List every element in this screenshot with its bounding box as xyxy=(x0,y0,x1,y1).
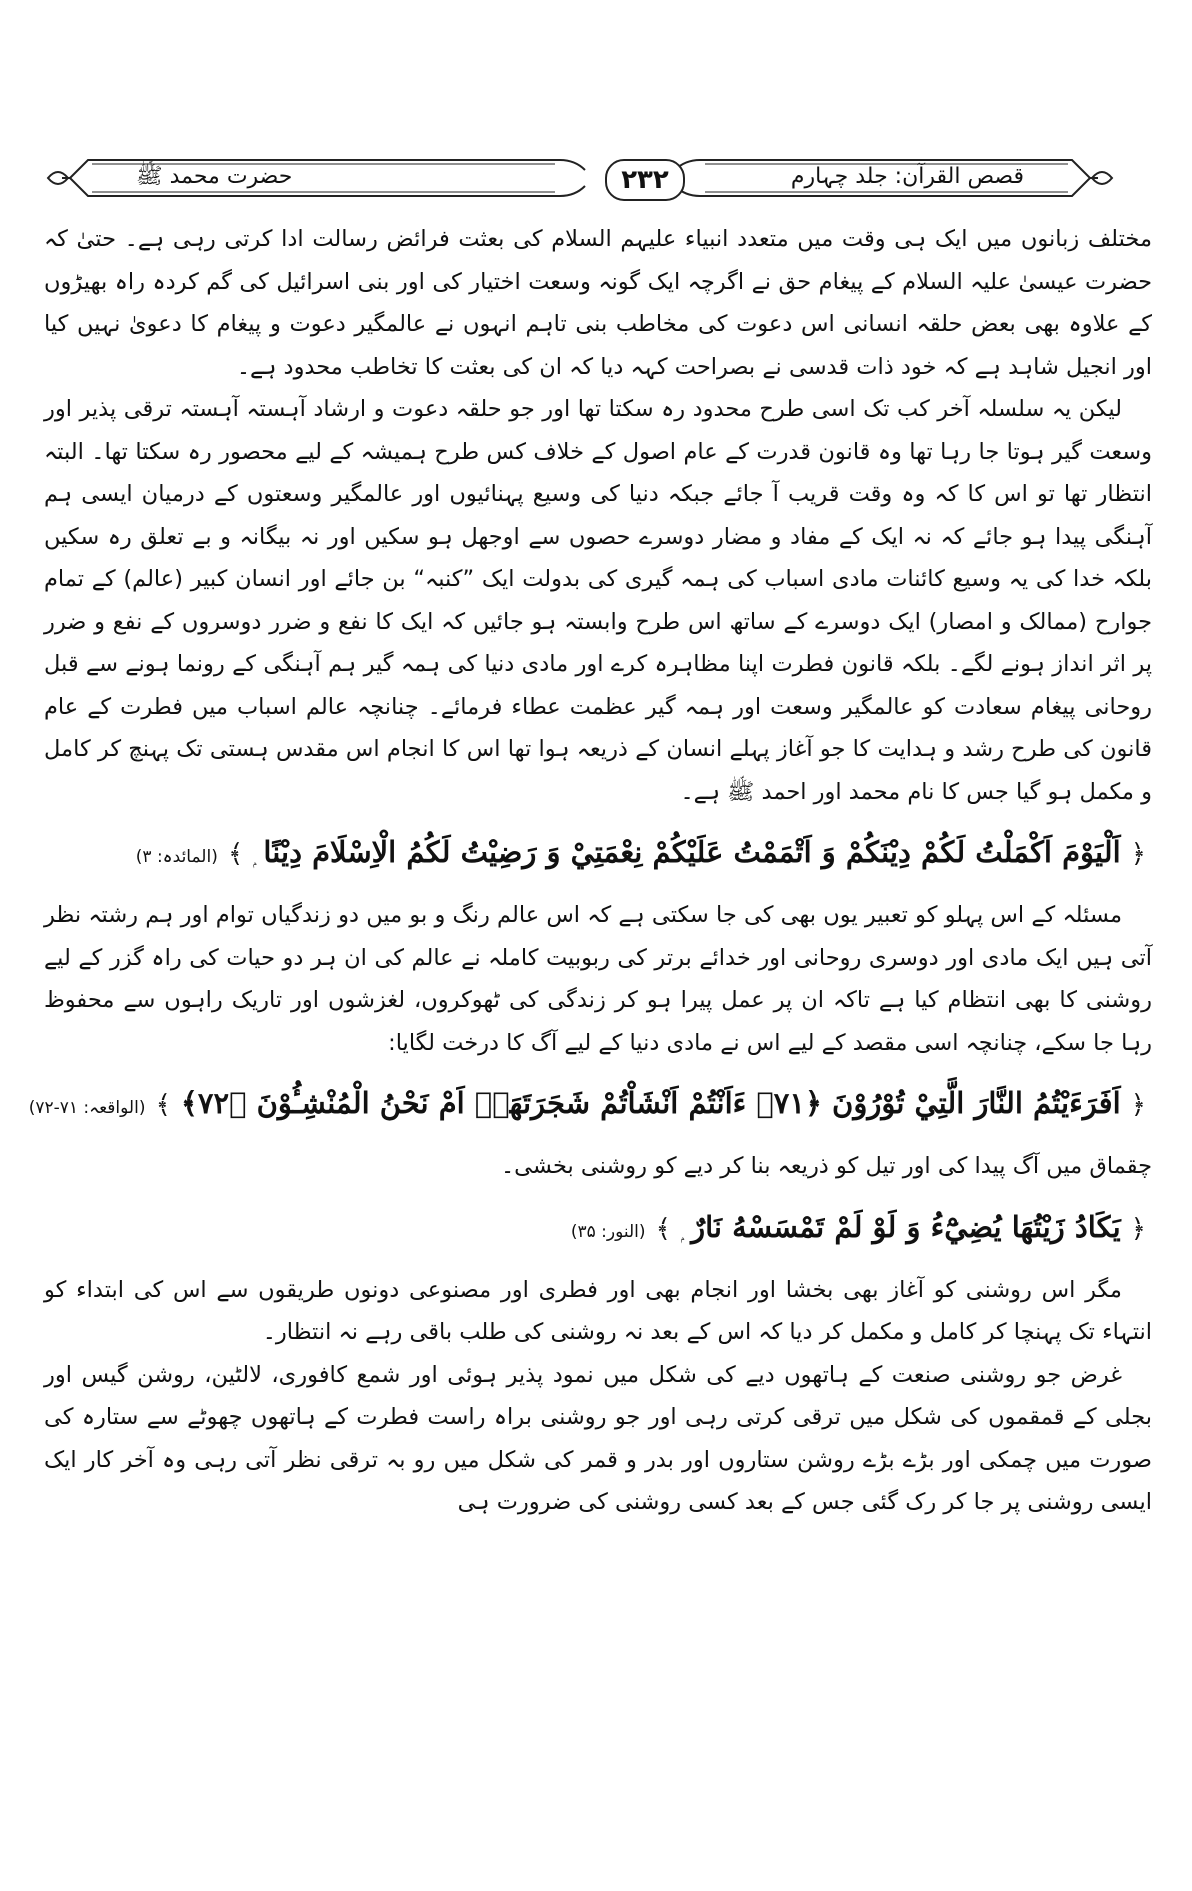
paragraph-2: لیکن یہ سلسلہ آخر کب تک اسی طرح محدود رہ سکتا تھا اور جو حلقہ دعوت و ارشاد آہستہ آہستہ ترقی پذیر اور وسعت گیر ہوتا جا رہا تھا وہ قانون قدرت کے عام اصول کے خلاف کس طرح ہمیشہ کے لیے محصور رہ سکتا تھا۔ البتہ انتظار تھا تو اس کا کہ وہ وقت قریب آ جائے جبکہ دنیا کی وسیع پہنائیوں اور عالمگیر وسعتوں کے درمیان ایسی ہم آہنگی پیدا ہو جائے کہ نہ ایک کے مفاد و مضار دوسرے حصوں سے اوجھل ہو سکیں اور نہ بیگانہ و بے تعلق رہ سکیں بلکہ خدا کی یہ وسیع کائنات مادی اسباب کی ہمہ گیری کی بدولت ایک ”کنبہ“ بن جائے اور انسان کبیر (عالم) کے تمام جوارح (ممالک و امصار) ایک دوسرے کے ساتھ اس طرح وابستہ ہو جائیں کہ ایک کا نفع و ضرر دوسروں کے نفع و ضرر پر اثر انداز ہونے لگے۔ بلکہ قانون فطرت اپنا مظاہرہ کرے اور مادی دنیا کی ہمہ گیر ہم آہنگی کے رونما ہونے سے قبل روحانی پیغام سعادت کو عالمگیر وسعت اور ہمہ گیر عظمت عطاء فرمائے۔ چنانچہ عالم اسباب میں فطرت کے عام قانون کی طرح رشد و ہدایت کا جو آغاز پہلے انسان کے ذریعہ ہوا تھا اس کا انجام اس مقدس ہستی تک پہنچ کر کامل و مکمل ہو گیا جس کا نام محمد اور احمد ﷺ ہے۔ xyxy=(44,396,1152,805)
verse-close-bracket: ﴾ xyxy=(155,1090,171,1120)
verse-open-bracket: ﴿ xyxy=(1130,1090,1146,1120)
paragraph-6: غرض جو روشنی صنعت کے ہاتھوں دیے کی شکل میں نمود پذیر ہوئی اور شمع کافوری، لالٹین، روشن گیس اور بجلی کے قمقموں کی شکل میں ترقی کرتی رہی اور جو روشنی براہ راست فطرت کے ہاتھوں چھوٹے سے ستارہ کی صورت میں چمکی اور بڑے بڑے روشن ستاروں اور بدر و قمر کی شکل میں رو بہ ترقی نظر آتی رہی وہ آخر کار ایک ایسی روشنی پر جا کر رک گئی جس کے بعد کسی روشنی کی ضرورت ہی xyxy=(44,1361,1152,1515)
verse-open-bracket: ﴿ xyxy=(1130,1213,1146,1244)
verse-2 xyxy=(28,1070,1152,1141)
verse-reference: (المائدہ: ۳) xyxy=(135,847,218,867)
paragraph-5: مگر اس روشنی کو آغاز بھی بخشا اور انجام بھی اور فطری اور مصنوعی دونوں طریقوں سے اس کی ابتداء کو انتہاء تک پہنچا کر کامل و مکمل کر دیا کہ اس کے بعد نہ روشنی کی طلب باقی رہے نہ انتظار۔ xyxy=(44,1276,1152,1345)
verse-1 xyxy=(44,819,1152,890)
verse-text: يَكَادُ زَيْتُهَا يُضِيْٓءُ وَ لَوْ لَمْ تَمْسَسْهُ نَارٌ xyxy=(691,1209,1121,1244)
book-title: قصص القرآن: جلد چہارم xyxy=(790,164,1024,189)
verse-text: اَلْيَوْمَ اَكْمَلْتُ لَكُمْ دِيْنَكُمْ وَ اَتْمَمْتُ عَلَيْكُمْ نِعْمَتِيْ وَ رَضِيْتُ لَكُمُ الْاِسْلَامَ دِيْنًا xyxy=(263,835,1121,869)
paragraph-3: مسئلہ کے اس پہلو کو تعبیر یوں بھی کی جا سکتی ہے کہ اس عالم رنگ و بو میں دو زندگیاں توام اور ہم رشتہ نظر آتی ہیں ایک مادی اور دوسری روحانی اور خدائے برتر کی ربوبیت کاملہ نے عالم کی ان ہر دو حیات کی راہ گزر کے لیے روشنی کا بھی انتظام کیا ہے تاکہ ان پر عمل پیرا ہو کر زندگی کی ٹھوکروں، لغزشوں اور تاریک راہوں سے محفوظ رہا جا سکے، چنانچہ اسی مقصد کے لیے اس نے مادی دنیا کے لیے آگ کا درخت لگایا: xyxy=(44,902,1152,1056)
page-body xyxy=(28,218,1152,1524)
chapter-title: حضرت محمد ﷺ xyxy=(136,164,293,189)
paragraph-4: چقماق میں آگ پیدا کی اور تیل کو ذریعہ بنا کر دیے کو روشنی بخشی۔ xyxy=(500,1153,1152,1179)
verse-reference: (الواقعہ: ۷۱-۷۲) xyxy=(28,1098,146,1118)
page-number: ۲۳۲ xyxy=(605,159,685,201)
verse-close-bracket: ﴾ xyxy=(227,839,244,869)
verse-close-bracket: ﴾ xyxy=(655,1213,671,1244)
paragraph-1: مختلف زبانوں میں ایک ہی وقت میں متعدد انبیاء علیہم السلام کی بعثت فرائض رسالت ادا کرتی رہی ہے۔ حتیٰ کہ حضرت عیسیٰ علیہ السلام کے پیغام حق نے اگرچہ ایک گونہ وسعت اختیار کی اور بنی اسرائیل کی گم کردہ راہ بھیڑوں کے علاوہ بھی بعض حلقہ انسانی اس دعوت کی مخاطب بنی تاہم انہوں نے عالمگیر دعوت و پیغام کا دعویٰ نہیں کیا اور انجیل شاہد ہے کہ خود ذات قدسی نے بصراحت کہہ دیا کہ ان کی بعثت کا تخاطب محدود ہے۔ xyxy=(44,226,1152,380)
verse-text: اَفَرَءَيْتُمُ النَّارَ الَّتِيْ تُوْرُوْنَ ﴿٧١﴾ ءَاَنْتُمْ اَنْشَاْتُمْ شَجَرَتَهَاۤ اَمْ نَحْنُ الْمُنْشِـُٔوْنَ ﴿٧٢﴾ xyxy=(180,1086,1121,1120)
verse-open-bracket: ﴿ xyxy=(1130,839,1146,869)
page-header xyxy=(40,152,1120,204)
verse-3 xyxy=(44,1194,1152,1265)
verse-reference: (النور: ۳۵) xyxy=(570,1221,646,1242)
